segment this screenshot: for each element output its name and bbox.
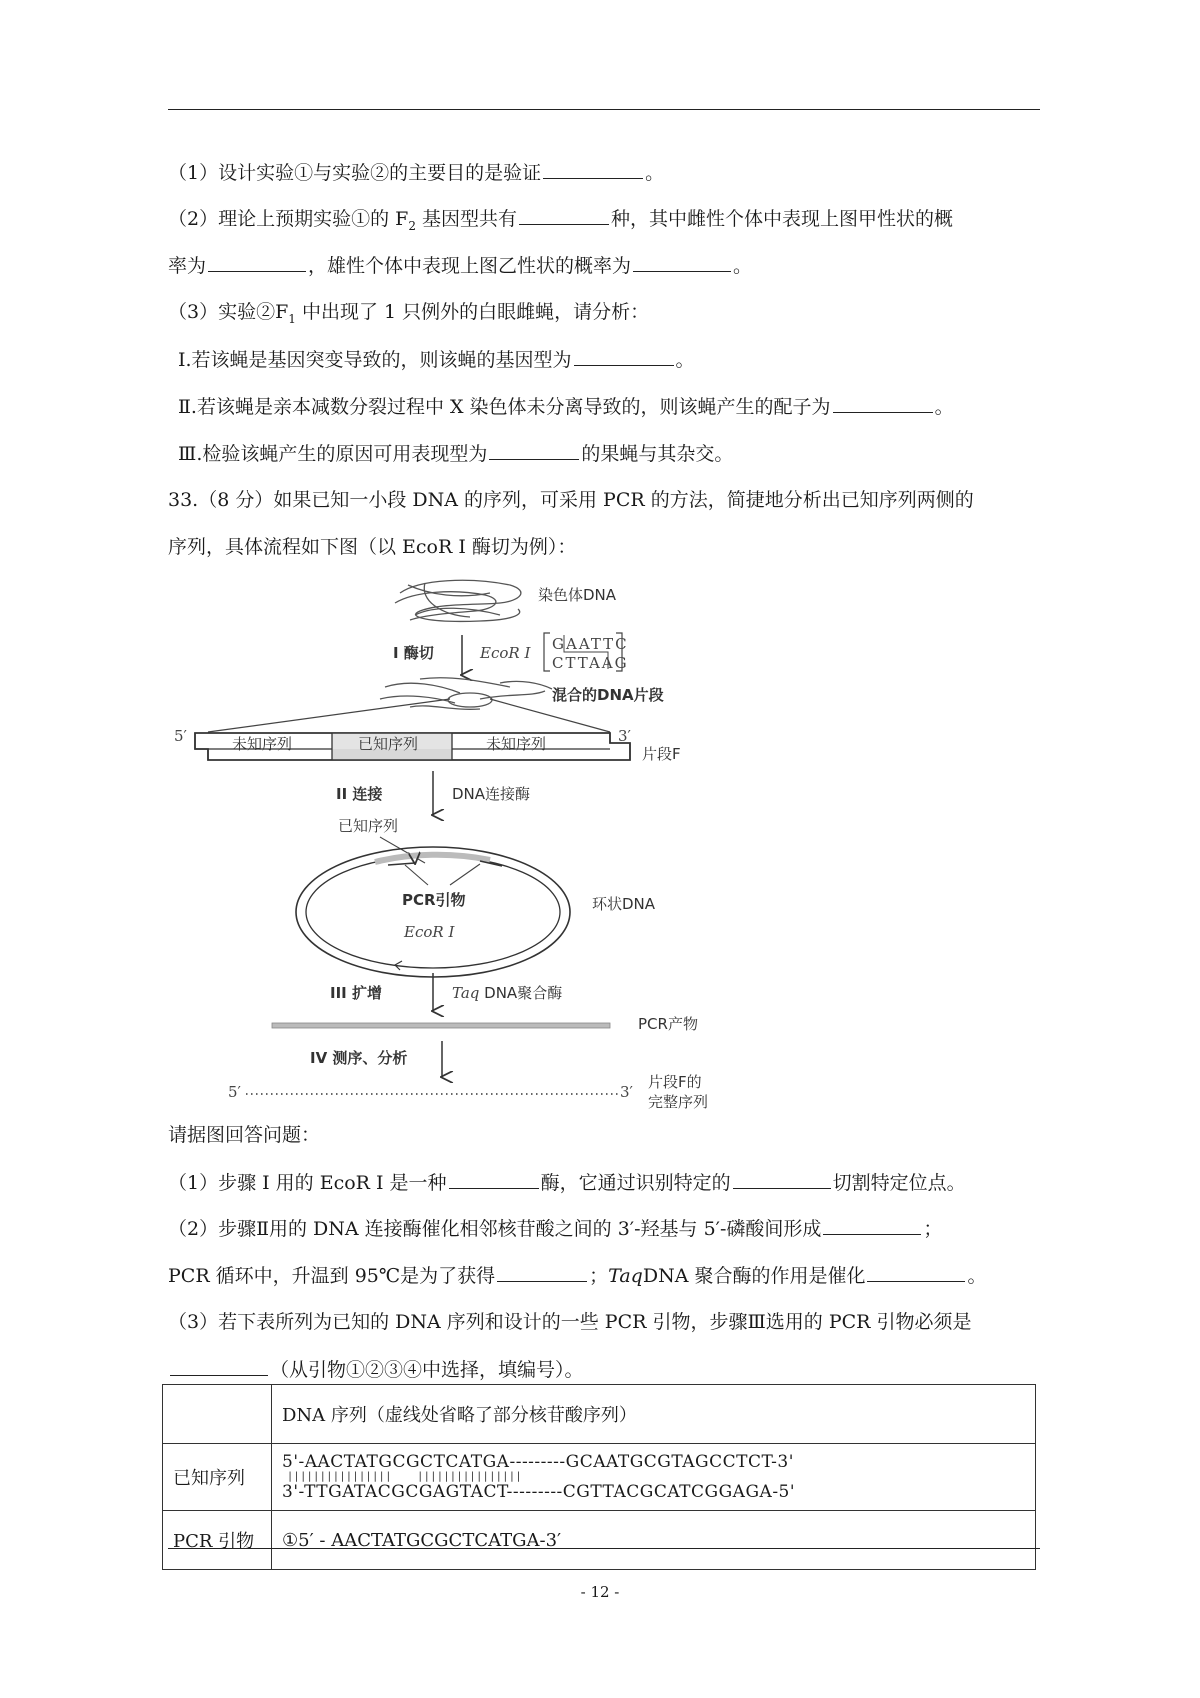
header-rule	[168, 109, 1040, 110]
full-seq-label-2: 完整序列	[648, 1093, 709, 1111]
seq-bottom-strand: 3'-TTGATACGCGAGTACT---------CGTTACGCATCGGAGA-5'	[282, 1482, 796, 1502]
step4-label: IV 测序、分析	[310, 1049, 408, 1067]
table-row	[163, 1444, 1036, 1511]
table-header: DNA 序列（虚线处省略了部分核苷酸序列）	[272, 1385, 1036, 1444]
answer-blank[interactable]	[543, 160, 643, 179]
page-number: - 12 -	[580, 1583, 620, 1601]
q32-part2: （2）理论上预期实验①的 $F_2$ 基因型共有 种，其中雌性个体中表现上图甲性状的概	[168, 208, 954, 233]
bottom-three-prime: 3′	[620, 1083, 633, 1101]
answer-blank[interactable]	[208, 253, 306, 272]
recognition-site	[544, 633, 629, 672]
pcr-product-bar	[272, 1023, 610, 1028]
primer-1: ①5′ - AACTATGCGCTCATGA-3′	[272, 1511, 1036, 1570]
q33-prompt: 请据图回答问题：	[168, 1124, 321, 1146]
answer-blank[interactable]	[170, 1357, 268, 1376]
q33-s3: （3）若下表所列为已知的 DNA 序列和设计的一些 PCR 引物，步骤Ⅲ选用的 PCR 引物必须是	[168, 1311, 972, 1333]
answer-blank[interactable]	[497, 1263, 587, 1282]
known-seq-label: 已知序列	[358, 735, 419, 753]
enzyme1-label: EcoR I	[480, 644, 531, 662]
mixed-fragments-label: 混合的DNA片段	[552, 686, 664, 704]
table-row	[163, 1511, 1036, 1570]
answer-blank[interactable]	[489, 441, 579, 460]
footer-rule	[168, 1548, 1040, 1549]
seq-top-strand: 5'-AACTATGCGCTCATGA---------GCAATGCGTAGCCTCT-3'	[282, 1452, 794, 1472]
pcr-flow-diagram	[174, 575, 780, 1111]
q32-item-3: Ⅲ.检验该蝇产生的原因可用表现型为 的果蝇与其杂交。	[178, 443, 734, 465]
q33-s2-cont: PCR 循环中，升温到 95℃是为了获得 ；TaqDNA 聚合酶的作用是催化 。	[168, 1265, 987, 1287]
q32-part3: （3）实验$②F_1$ 中出现了 1 只例外的白眼雌蝇，请分析：	[168, 301, 650, 326]
step3-label: III 扩增	[330, 984, 382, 1002]
q32-item-2: Ⅱ.若该蝇是亲本减数分裂过程中 X 染色体未分离导致的，则该蝇产生的配子为 。	[178, 396, 954, 418]
q32-part2-cont: 率为 ，雄性个体中表现上图乙性状的概率为 。	[168, 255, 753, 277]
primer-pointer-left	[405, 865, 428, 885]
row-label-known: 已知序列	[163, 1444, 272, 1511]
q33-intro-line2: 序列，具体流程如下图（以 EcoR I 酶切为例）：	[168, 536, 577, 558]
full-seq-label-1: 片段F的	[648, 1073, 702, 1091]
row-label-primer: PCR 引物	[163, 1511, 272, 1570]
answer-blank[interactable]	[733, 1170, 831, 1189]
circular-dna-label: 环状DNA	[592, 895, 656, 913]
enzyme2-label: EcoR I	[404, 923, 455, 941]
pcr-primer-label: PCR引物	[402, 891, 466, 909]
bottom-five-prime: 5′	[228, 1083, 241, 1101]
answer-blank[interactable]	[833, 394, 933, 413]
q32-item-1: Ⅰ.若该蝇是基因突变导致的，则该蝇的基因型为 。	[178, 349, 695, 371]
known-seq-pointer-label: 已知序列	[338, 817, 399, 835]
three-prime-label: 3′	[618, 727, 631, 745]
step2-label: II 连接	[336, 785, 383, 803]
answer-blank[interactable]	[519, 206, 609, 225]
answer-blank[interactable]	[449, 1170, 539, 1189]
fragment-f-label: 片段F	[642, 745, 681, 763]
unknown-right-label: 未知序列	[486, 735, 547, 753]
chromosome-dna-icon	[395, 580, 521, 621]
q33-s2: （2）步骤Ⅱ用的 DNA 连接酶催化相邻核苷酸之间的 3′-羟基与 5′-磷酸间形成 ；	[168, 1218, 943, 1240]
ligase-label: DNA连接酶	[452, 785, 531, 803]
fragment-f	[195, 733, 630, 760]
seq-base-pairs: | | | | | | | | | | | | | | | | | | | | | | | | | | | | | | | |	[282, 1471, 521, 1482]
pcr-product-label: PCR产物	[638, 1015, 698, 1033]
q33-intro-line1: 33.（8 分）如果已知一小段 DNA 的序列，可采用 PCR 的方法，简捷地分析出已知序列两侧的	[168, 489, 974, 511]
q33-s1: （1）步骤 I 用的 EcoR I 是一种 酶，它通过识别特定的 切割特定位点。	[168, 1172, 966, 1194]
answer-blank[interactable]	[823, 1216, 921, 1235]
q33-s3-cont: （从引物①②③④中选择，填编号）。	[168, 1357, 584, 1382]
table-row	[163, 1385, 1036, 1444]
sequence-table	[162, 1384, 1036, 1570]
answer-blank[interactable]	[867, 1263, 965, 1282]
five-prime-label: 5′	[174, 727, 187, 745]
circular-dna-icon	[296, 847, 570, 977]
answer-blank[interactable]	[574, 347, 674, 366]
q32-part1: （1）设计实验①与实验②的主要目的是验证 。	[168, 162, 665, 184]
step1-label: I 酶切	[393, 644, 434, 662]
chromosome-dna-label: 染色体DNA	[538, 586, 617, 604]
taq-polymerase-label: Taq DNA聚合酶	[452, 984, 563, 1002]
site-bottom-strand: CTTAAG	[552, 654, 629, 672]
primer-pointer-right	[450, 864, 480, 885]
zoom-lines	[208, 699, 610, 732]
unknown-left-label: 未知序列	[232, 735, 293, 753]
site-top-strand: GAATTC	[552, 635, 629, 653]
answer-blank[interactable]	[633, 253, 731, 272]
